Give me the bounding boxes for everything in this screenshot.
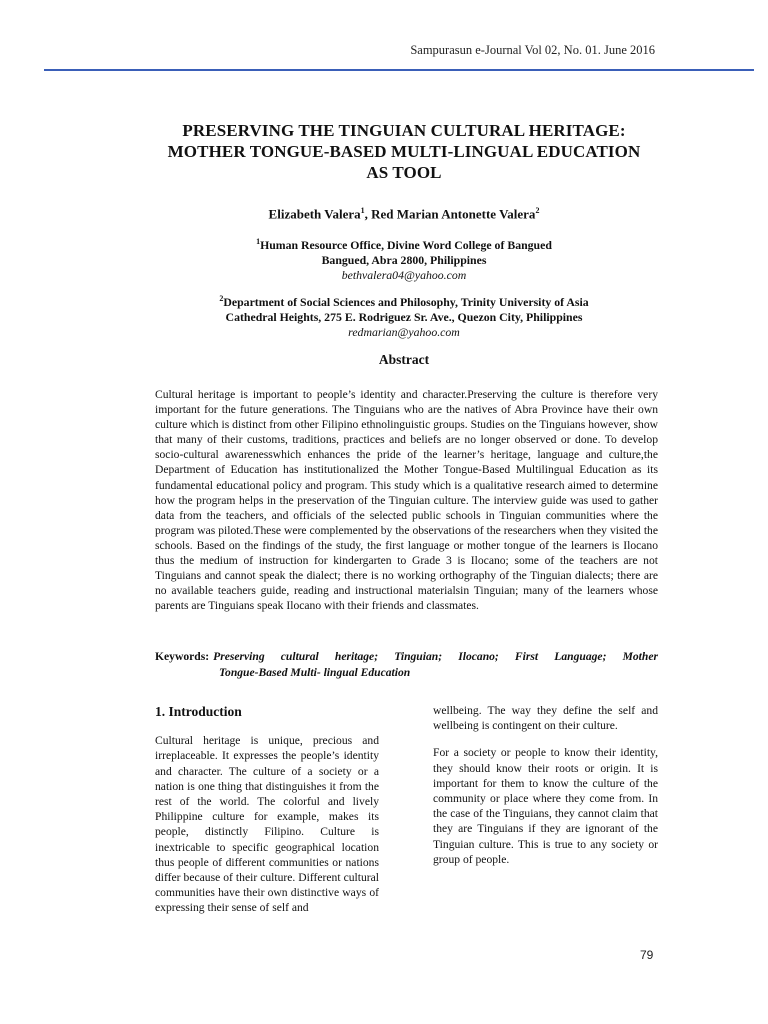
author-separator: , [364,206,372,222]
title-line-2: MOTHER TONGUE-BASED MULTI-LINGUAL EDUCATION [167,142,641,161]
page-number: 79 [640,948,654,962]
affiliation-1 [120,234,688,283]
intro-paragraph-2: wellbeing. The way they define the self and wellbeing is contingent on their culture. [433,704,658,733]
abstract-heading: Abstract [378,352,430,367]
affiliation-1-email: bethvalera04@yahoo.com [341,267,467,282]
affiliation-2-email: redmarian@yahoo.com [348,324,460,339]
keywords-block [155,649,658,680]
left-column [155,704,379,928]
author-1-affil-mark: 1 [360,206,365,215]
abstract-body: Cultural heritage is important to people’s identity and character.Preserving the culture is therefore very important for the future generations. The Tinguians who are the natives of Abra Province have their own culture which is distinct from other Filipino ethnolinguistic groups. Studies on the Tinguians however, show that many of their customs, traditions, practices and beliefs are no longer observed or done. To develop socio-cultural awarenesswhich enhances the pride of the learner’s heritage, language and culture,the Department of Education has institutionalized the Mother Tongue-Based Multilingual Education as its fundamental educational policy and program. This study which is a qualitative research aimed to determine how the program helps in the preservation of the Tinguian culture. The interview guide was used to gather data from the teachers, and officials of the selected public schools in Tinguian communities where the program was piloted.These were complemented by the observations of the researchers when they visited the schools. Based on the findings of the study, the first language or mother tongue of the learners is Ilocano thus the medium of instruction for kindergarten to Grade 3 is Ilocano; some of the teachers are not Tinguians and cannot speak the dialect; there is no working orthography of the Tinguian dialects; there are no available teachers guide, reading and instructional materialsin Tinguian; many of the learners whose parents are Tinguians speak Ilocano with their friends and classmates. [155,388,658,613]
intro-paragraph-3: For a society or people to know their identity, they should know their roots or origin. It is important for them to know the culture of the community or place where they come from. In the case of the Tinguians, they cannot claim that they are Tinguians if they are ignorant of the Tinguian culture. This is true to any society or group of people. [433,746,658,866]
author-1-name: Elizabeth Valera [268,206,361,222]
intro-paragraph-1: Cultural heritage is unique, precious and irreplaceable. It expresses the people’s identity and character. The culture of a society or a nation is one thing that distinguishes it from the rest of the world. The colorful and lively Philippine culture for example, makes its people, distinctly Filipino. Culture is inextricable to specific geographical location thus people of different communities or nations differ because of their culture. Different cultural communities have their own distinctive ways of expressing their sense of self and [155,734,379,915]
affiliation-1-line-1: Human Resource Office, Divine Word College of Bangued [260,237,552,252]
affiliation-1-mark: 1 [256,237,261,246]
journal-running-head: Sampurasun e-Journal Vol 02, No. 01. June 2016 [410,43,655,57]
affiliation-2-line-1: Department of Social Sciences and Philosophy, Trinity University of Asia [223,294,589,309]
title-line-3: AS TOOL [366,163,442,182]
keywords-line-2: Tongue-Based Multi- lingual Education [219,665,411,679]
author-2-affil-mark: 2 [535,206,540,215]
right-column [433,703,658,879]
keywords-line-1: Preserving cultural heritage; Tinguian; Ilocano; First Language; Mother [213,650,658,663]
section-heading-introduction: 1. Introduction [155,704,242,719]
header-rule [44,69,754,71]
author-2-name: Red Marian Antonette Valera [371,206,536,222]
author-list [120,206,688,222]
keywords-label: Keywords: [155,650,210,663]
affiliation-2-mark: 2 [219,294,224,303]
paper-title [120,120,688,183]
title-line-1: PRESERVING THE TINGUIAN CULTURAL HERITAGE: [182,121,626,140]
affiliation-1-line-2: Bangued, Abra 2800, Philippines [321,252,487,267]
affiliation-2 [120,291,688,340]
affiliation-2-line-2: Cathedral Heights, 275 E. Rodriguez Sr. Ave., Quezon City, Philippines [225,309,583,324]
